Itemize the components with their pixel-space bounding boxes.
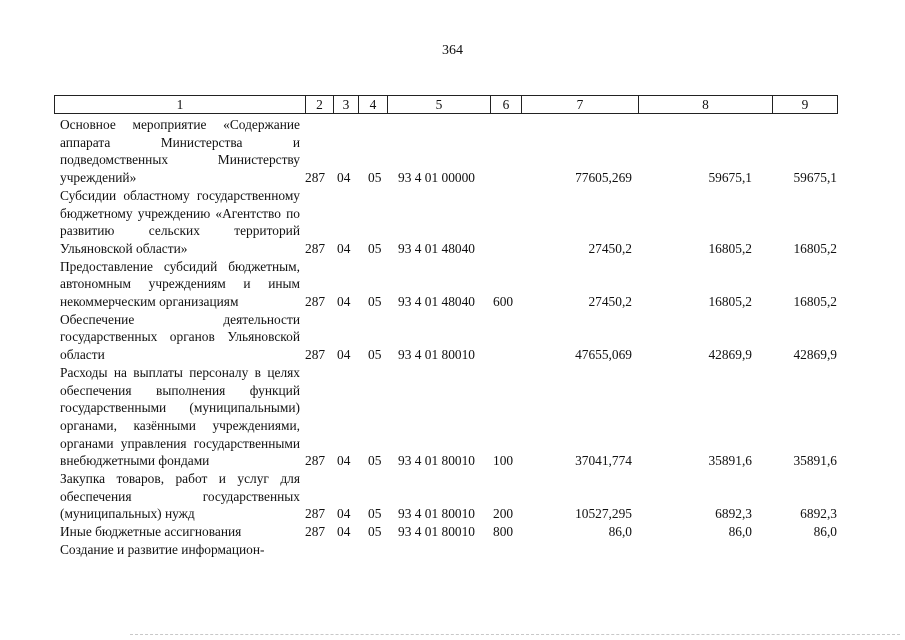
cell-amount-col8: 59675,1	[708, 170, 752, 186]
cell-amount-col7: 27450,2	[588, 240, 632, 256]
cell-subsection: 05	[368, 524, 382, 540]
row-description: Субсидии областному государственному бюджетному учреждению «Агентство по развитию сельских территорий Ульяновской области»	[60, 187, 300, 256]
cell-expense-type: 800	[493, 524, 514, 540]
cell-amount-col7: 37041,774	[575, 453, 632, 469]
cell-amount-col8: 16805,2	[708, 240, 752, 256]
cell-expense-type: 600	[493, 294, 514, 310]
cell-chapter: 287	[305, 240, 326, 256]
cell-amount-col9: 6892,3	[800, 506, 837, 522]
table-row	[0, 364, 905, 470]
cell-section: 04	[337, 453, 351, 469]
row-description: Иные бюджетные ассигнования	[60, 524, 242, 540]
table-header	[54, 95, 838, 114]
row-description: Создание и развитие информацион-	[60, 541, 265, 557]
cell-amount-col7: 47655,069	[575, 347, 632, 363]
table-row	[0, 470, 905, 523]
table-row	[0, 187, 905, 258]
cell-amount-col7: 27450,2	[588, 294, 632, 310]
cell-amount-col9: 35891,6	[793, 453, 837, 469]
cell-section: 04	[337, 240, 351, 256]
cell-target-article: 93 4 01 80010	[398, 347, 475, 363]
cell-section: 04	[337, 524, 351, 540]
cell-subsection: 05	[368, 240, 382, 256]
cell-amount-col8: 86,0	[728, 524, 752, 540]
cell-amount-col8: 35891,6	[708, 453, 752, 469]
cell-chapter: 287	[305, 524, 326, 540]
cell-section: 04	[337, 294, 351, 310]
cell-subsection: 05	[368, 294, 382, 310]
header-col-9: 9	[772, 96, 837, 113]
cell-chapter: 287	[305, 453, 326, 469]
header-col-3: 3	[333, 96, 358, 113]
cell-amount-col8: 16805,2	[708, 294, 752, 310]
cell-target-article: 93 4 01 80010	[398, 506, 475, 522]
row-description: Закупка товаров, работ и услуг для обеспечения государственных (муниципальных) нужд	[60, 471, 300, 522]
cell-amount-col9: 16805,2	[793, 294, 837, 310]
header-col-2: 2	[305, 96, 333, 113]
cell-target-article: 93 4 01 80010	[398, 453, 475, 469]
header-col-8: 8	[638, 96, 772, 113]
row-description: Основное мероприятие «Содержание аппарата Министерства и подведомственных Министерству учреждений»	[60, 117, 300, 186]
row-description: Обеспечение деятельности государственных органов Ульяновской области	[60, 311, 300, 363]
cell-amount-col9: 42869,9	[793, 347, 837, 363]
table-row	[0, 258, 905, 311]
cell-amount-col9: 86,0	[813, 524, 837, 540]
header-col-4: 4	[358, 96, 387, 113]
header-col-1: 1	[176, 97, 184, 112]
cell-section: 04	[337, 506, 351, 522]
cell-chapter: 287	[305, 347, 326, 363]
cell-chapter: 287	[305, 294, 326, 310]
cell-expense-type: 200	[493, 506, 514, 522]
cell-subsection: 05	[368, 506, 382, 522]
cell-amount-col7: 77605,269	[575, 170, 632, 186]
cell-chapter: 287	[305, 170, 326, 186]
cell-expense-type: 100	[493, 453, 514, 469]
cell-subsection: 05	[368, 347, 382, 363]
header-col-5: 5	[387, 96, 490, 113]
header-col-6: 6	[490, 96, 521, 113]
table-row	[0, 311, 905, 364]
row-description: Предоставление субсидий бюджетным, автономным учреждениям и иным некоммерческим организациям	[60, 258, 300, 310]
cell-target-article: 93 4 01 48040	[398, 294, 475, 310]
cell-amount-col8: 42869,9	[708, 347, 752, 363]
cell-amount-col9: 16805,2	[793, 240, 837, 256]
cell-section: 04	[337, 347, 351, 363]
cell-amount-col7: 10527,295	[575, 506, 632, 522]
page-number: 364	[442, 43, 463, 58]
header-col-7: 7	[521, 96, 638, 113]
table-body	[0, 116, 905, 559]
row-description: Расходы на выплаты персоналу в целях обеспечения выполнения функций государственными (муниципальными) органами, казёнными учреждениями, органами управления государственными внебюджетными фондами	[60, 364, 300, 469]
cell-section: 04	[337, 170, 351, 186]
cell-target-article: 93 4 01 80010	[398, 524, 475, 540]
cell-target-article: 93 4 01 00000	[398, 170, 475, 186]
cell-subsection: 05	[368, 170, 382, 186]
table-row	[0, 541, 905, 559]
cell-amount-col9: 59675,1	[793, 170, 837, 186]
cell-target-article: 93 4 01 48040	[398, 240, 475, 256]
table-row	[0, 116, 905, 187]
cell-subsection: 05	[368, 453, 382, 469]
cell-amount-col7: 86,0	[608, 524, 632, 540]
footer-rule	[130, 634, 900, 635]
cell-amount-col8: 6892,3	[715, 506, 752, 522]
cell-chapter: 287	[305, 506, 326, 522]
table-row	[0, 523, 905, 541]
